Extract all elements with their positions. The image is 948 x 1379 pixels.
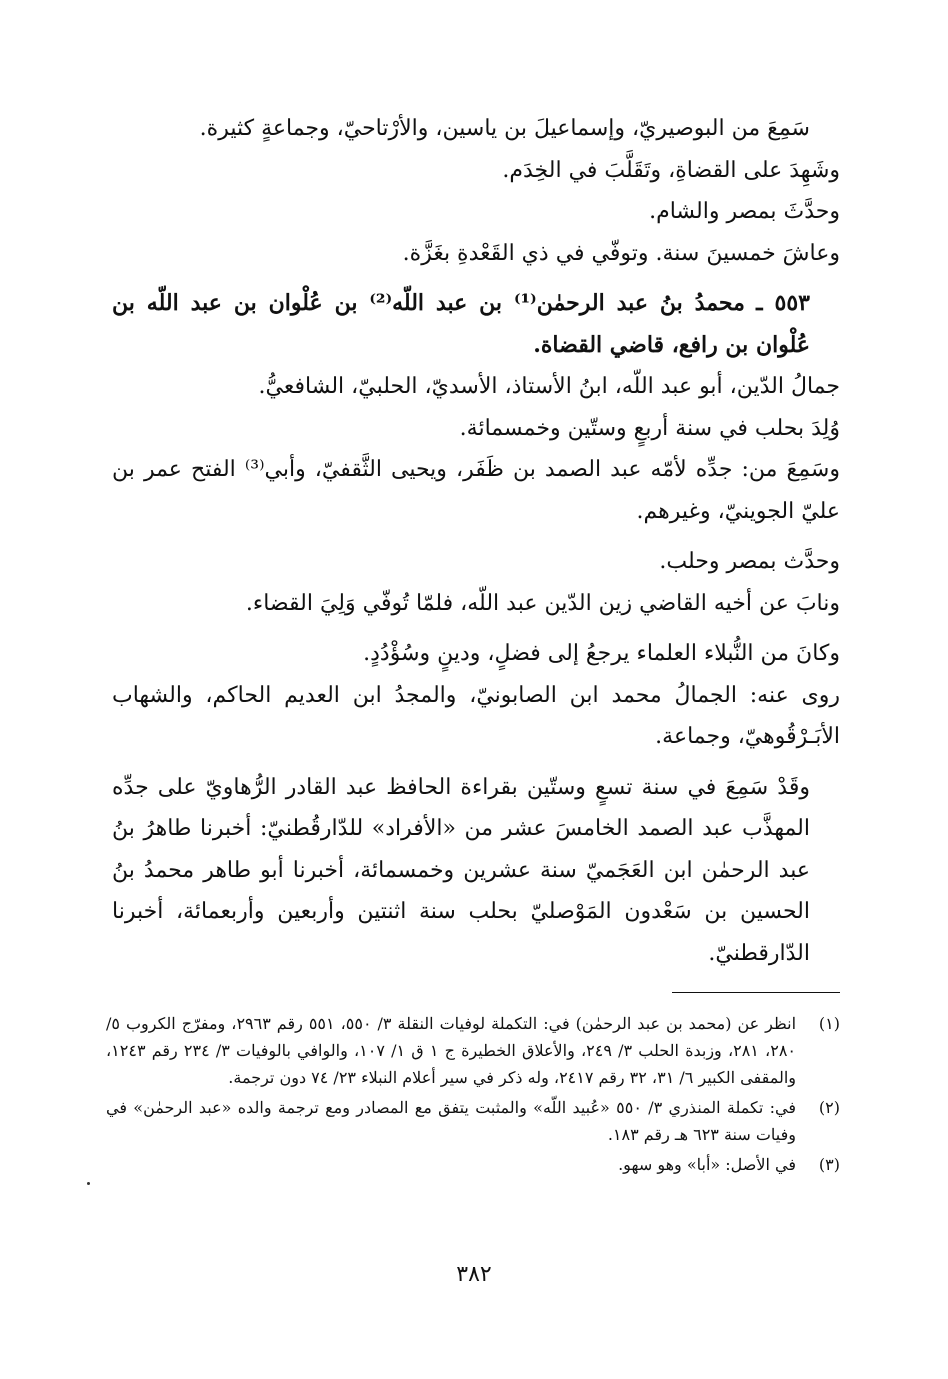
text-line: وعاشَ خمسينَ سنة. وتوفّي في ذي القَعْدةِ بغَزَّة. <box>402 240 840 266</box>
text-line: وحدَّثَ بمصر والشام. <box>649 199 840 224</box>
text-line: وكانَ من النُّبلاء العلماء يرجعُ إلى فضلٍ، ودينٍ وسُؤْدُدٍ. <box>363 641 840 666</box>
footnote <box>106 1010 840 1091</box>
footnote-text: في الأصل: «أبا» وهو سهو. <box>618 1155 796 1174</box>
footnote-text: في: تكملة المنذري ٣/ ٥٥٠ «عُبيد اللّه» والمثبت يتفق مع المصادر ومع ترجمة والده «عبد الرحمٰن» في وفيات سنة ٦٢٣ هـ رقم ١٨٣. <box>106 1098 796 1144</box>
entry-title: محمدُ بنُ عبد الرحمٰن⁽¹⁾ بن عبد اللّه⁽²⁾ بن عُلْوان بن عبد اللّه بن عُلْوان بن رافع، قاضي القضاة. <box>112 290 810 358</box>
footnote <box>106 1094 840 1148</box>
scan-speck <box>87 1182 90 1185</box>
entry-number: ٥٥٣ ـ <box>756 290 810 316</box>
footnote-text: انظر عن (محمد بن عبد الرحمٰن) في: التكملة لوفيات النقلة ٣/ ٥٥٠، ٥٥١ رقم ٢٩٦٣، ومفرّج الكروب ٥/ ٢٨٠، ٢٨١، وزبدة الحلب ٣/ ٢٤٩، والأعلاق الخطيرة ج ١ ق ١/ ١٠٧، والوافي بالوفيات ٣/ ٢٣٤ رقم ١٢٤٣، والمقفى الكبير ٦/ ٣١، ٣٢ رقم ٢٤١٧، وله ذكر في سير أعلام النبلاء ٢٣/ ٧٤ دون ترجمة. <box>106 1014 797 1087</box>
text-paragraph: روى عنه: الجمالُ محمد ابن الصابونيّ، والمجدُ ابن العديم الحاكم، والشهاب الأبَـرْقُوهيّ، وجماعة. <box>112 682 840 749</box>
text-line: وشَهِدَ على القضاةِ، وتَقَلَّبَ في الخِدَم. <box>502 157 840 183</box>
text-line: جمالُ الدّين، أبو عبد اللّه، ابنُ الأستاذ، الأسديّ، الحلبيّ، الشافعيُّ. <box>258 374 840 399</box>
footnote <box>106 1151 840 1178</box>
footnotes <box>106 1010 840 1181</box>
text-line: وُلِدَ بحلب في سنة أربعٍ وستّين وخمسمائة. <box>459 415 840 441</box>
text-line: وحدَّث بمصر وحلب. <box>659 549 840 574</box>
biography-entry-heading <box>112 283 840 366</box>
footnote-number: (٢) <box>818 1098 840 1117</box>
text-line: ونابَ عن أخيه القاضي زين الدّين عبد اللّه، فلمّا تُوفّي وَلِيَ القضاء. <box>245 590 840 616</box>
page-number: ٣٨٢ <box>456 1262 492 1287</box>
text-paragraph: وسَمِعَ من: جدِّه لأمّه عبد الصمد بن ظَفَر، ويحيى الثَّقفيّ، وأبي⁽³⁾ الفتح عمر بن عليّ الجوينيّ، وغيرهم. <box>112 457 840 524</box>
text-line: سَمِعَ من البوصيريّ، وإسماعيلَ بن ياسين، والأرْتاحيّ، وجماعةٍ كثيرة. <box>199 116 810 141</box>
footnote-number: (٣) <box>818 1155 840 1174</box>
footnote-number: (١) <box>818 1014 840 1033</box>
main-text <box>112 108 840 974</box>
footnote-separator <box>672 992 840 993</box>
text-paragraph: وقَدْ سَمِعَ في سنة تسعٍ وستّين بقراءة الحافظ عبد القادر الرُّهاويّ على جدِّه المهذَّب عبد الصمد الخامسَ عشر من «الأفراد» للدّارقُطنيّ: أخبرنا طاهرُ بنُ عبد الرحمٰن ابن العَجَميّ سنة عشرين وخمسمائة، أخبرنا أبو طاهر محمدُ بنُ الحسين بن سَعْدون المَوْصليّ بحلب سنة اثنتين وأربعين وأربعمائة، أخبرنا الدّارقطنيّ. <box>112 774 810 966</box>
